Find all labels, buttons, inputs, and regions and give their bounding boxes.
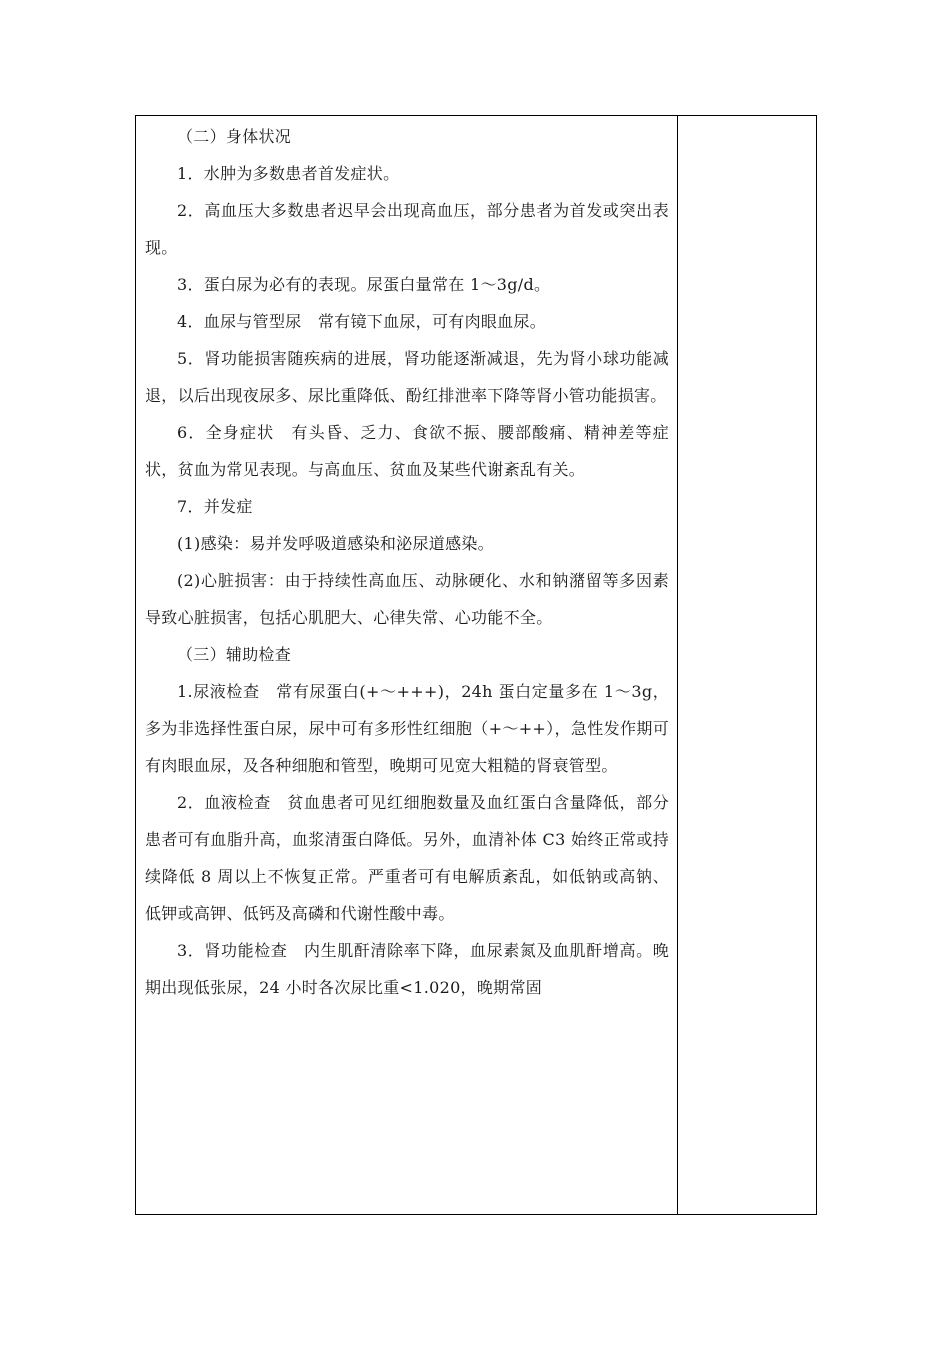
- paragraph-blood-test: 2．血液检查 贫血患者可见红细胞数量及血红蛋白含量降低，部分患者可有血脂升高，血浆清蛋白降低。另外，血清补体 C3 始终正常或持续降低 8 周以上不恢复正常。严重者可有电解质紊乱，如低钠或高钠、低钾或高钾、低钙及高磷和代谢性酸中毒。: [145, 793, 669, 923]
- paragraph-complications: 7．并发症: [177, 497, 253, 516]
- paragraph-renal-damage: 5．肾功能损害随疾病的进展，肾功能逐渐减退，先为肾小球功能减退，以后出现夜尿多、尿比重降低、酚红排泄率下降等肾小管功能损害。: [145, 349, 669, 405]
- paragraph-edema: 1．水肿为多数患者首发症状。: [177, 164, 400, 183]
- paragraph-infection: (1)感染：易并发呼吸道感染和泌尿道感染。: [177, 534, 494, 553]
- document-table: [135, 115, 817, 1215]
- paragraph-systemic-symptoms: 6．全身症状 有头昏、乏力、食欲不振、腰部酸痛、精神差等症状，贫血为常见表现。与高血压、贫血及某些代谢紊乱有关。: [145, 423, 669, 479]
- section-heading-auxiliary-exams: （三）辅助检查: [177, 645, 292, 664]
- paragraph-proteinuria: 3．蛋白尿为必有的表现。尿蛋白量常在 1～3g/d。: [177, 275, 551, 294]
- paragraph-renal-function-test: 3．肾功能检查 内生肌酐清除率下降，血尿素氮及血肌酐增高。晚期出现低张尿，24 小时各次尿比重<1.020，晚期常固: [145, 941, 669, 997]
- section-heading-physical-status: （二）身体状况: [177, 127, 292, 146]
- paragraph-cardiac-damage: (2)心脏损害：由于持续性高血压、动脉硬化、水和钠潴留等多因素导致心脏损害，包括心肌肥大、心律失常、心功能不全。: [145, 571, 669, 627]
- paragraph-hypertension: 2．高血压大多数患者迟早会出现高血压，部分患者为首发或突出表现。: [145, 201, 669, 257]
- paragraph-urine-test: 1.尿液检查 常有尿蛋白(+～+++)，24h 蛋白定量多在 1～3g，多为非选择性蛋白尿，尿中可有多形性红细胞（+～++），急性发作期可有肉眼血尿，及各种细胞和管型，晚期可见宽大粗糙的肾衰管型。: [145, 682, 669, 775]
- content-cell: [136, 116, 678, 1214]
- paragraph-hematuria: 4．血尿与管型尿 常有镜下血尿，可有肉眼血尿。: [177, 312, 547, 331]
- empty-side-cell: [678, 116, 816, 1214]
